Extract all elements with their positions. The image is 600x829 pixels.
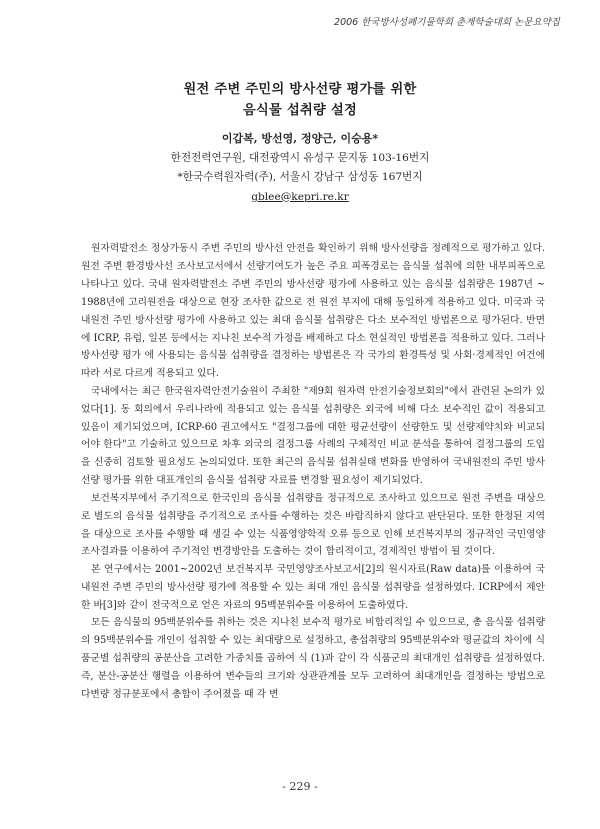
affiliation-1: 한전전력연구원, 대전광역시 유성구 문지동 103-16번지 [170,151,430,164]
paper-title [0,79,600,121]
author-block [0,129,600,207]
title-line-2: 음식물 섭취량 설정 [242,103,358,118]
page-number: - 229 - [282,780,318,793]
running-header: 2006 한국방사성폐기물학회 춘계학술대회 논문요약집 [334,17,560,28]
author-email[interactable]: gblee@kepri.re.kr [251,190,349,203]
paragraph-5: 모든 음식물의 95백분위수를 취하는 것은 지나친 보수적 평가로 비합리적일 수 있으므로, 총 음식물 섭취량의 95백분위수를 개인이 섭취할 수 있는 최대량으로 설정하고, 총섭취량의 95백분위수와 평균값의 차이에 식품군별 섭취량의 공분산을 고려한 가중치를 곱하여 식 (1)과 같이 각 식품군의 최대개인 섭취량을 설정하였다. 즉, 분산-공분산 행렬을 이용하여 변수들의 크기와 상관관계를 모두 고려하여 최대개인을 결정하는 방법으로 다변량 정규분포에서 총합이 주어졌을 때 각 변 [81,617,545,700]
affiliation-2: *한국수력원자력(주), 서울시 강남구 삼성동 167번지 [177,171,423,183]
paragraph-3: 보건복지부에서 주기적으로 한국인의 음식물 섭취량을 정규적으로 조사하고 있으므로 원전 주변을 대상으로 별도의 음식물 섭취량을 주기적으로 조사를 수행하는 것은 바람직하지 않다고 판단된다. 또한 한정된 지역을 대상으로 조사를 수행할 때 생길 수 있는 식품영양학적 오류 등으로 인해 보건복지부의 정규적인 국민영양조사결과를 이용하여 주기적인 변경방안을 도출하는 것이 합리적이고, 경제적인 방법이 될 것이다. [81,492,545,558]
author-names: 이갑복, 방선영, 정양근, 이승용* [221,132,379,145]
body-text [81,240,545,704]
paragraph-4: 본 연구에서는 2001~2002년 보건복지부 국민영양조사보고서[2]의 원시자료(Raw data)를 이용하여 국내원전 주변 주민의 방사선량 평가에 적용할 수 있는 최대 개인 음식물 섭취량을 설정하였다. ICRP에서 제안한 바[3]와 같이 전국적으로 얻은 자료의 95백분위수를 이용하여 도출하였다. [81,563,545,611]
paragraph-2: 국내에서는 최근 한국원자력안전기술원이 주최한 "제9회 원자력 안전기술정보회의"에서 관련된 논의가 있었다[1]. 동 회의에서 우리나라에 적용되고 있는 음식물 섭취량은 외국에 비해 다소 보수적인 값이 적용되고 있음이 제기되었으며, ICRP-60 권고에서도 "결정그룹에 대한 평균선량이 선량한도 및 선량제약치와 비교되어야 한다"고 기술하고 있으므로 차후 외국의 결정그룹 사례의 구체적인 비교 분석을 통하여 결정그룹의 도입을 신중히 검토할 필요성도 논의되었다. 또한 최근의 음식물 섭취실태 변화를 반영하여 국내원전의 주민 방사선량 평가를 위한 대표개인의 음식물 섭취량 자료를 변경할 필요성이 제기되었다. [81,385,545,487]
paragraph-1: 원자력발전소 정상가동시 주변 주민의 방사선 안전을 확인하기 위해 방사선량을 정례적으로 평가하고 있다. 원전 주변 환경방사선 조사보고서에서 선량기여도가 높은 주요 피폭경로는 음식물 섭취에 의한 내부피폭으로 나타나고 있다. 국내 원자력발전소 주변 주민의 방사선량 평가에 사용하고 있는 음식물 섭취량은 1987년 ~ 1988년에 고리원전을 대상으로 현장 조사한 값으로 전 원전 부지에 대해 동일하게 적용하고 있다. 미국과 국내원전 주민 방사선량 평가에 사용하고 있는 최대 음식물 섭취량은 다소 보수적인 방법론으로 평가된다. 반면에 ICRP, 유럽, 일본 등에서는 지나친 보수적 가정을 배제하고 다소 현실적인 방법론을 적용하고 있다. 그러나 방사선량 평가 에 사용되는 음식물 섭취량을 결정하는 방법론은 각 국가의 환경특성 및 사회·경제적인 여건에 따라 서로 다르게 적용되고 있다. [81,243,545,380]
title-line-1: 원전 주변 주민의 방사선량 평가를 위한 [183,82,417,97]
